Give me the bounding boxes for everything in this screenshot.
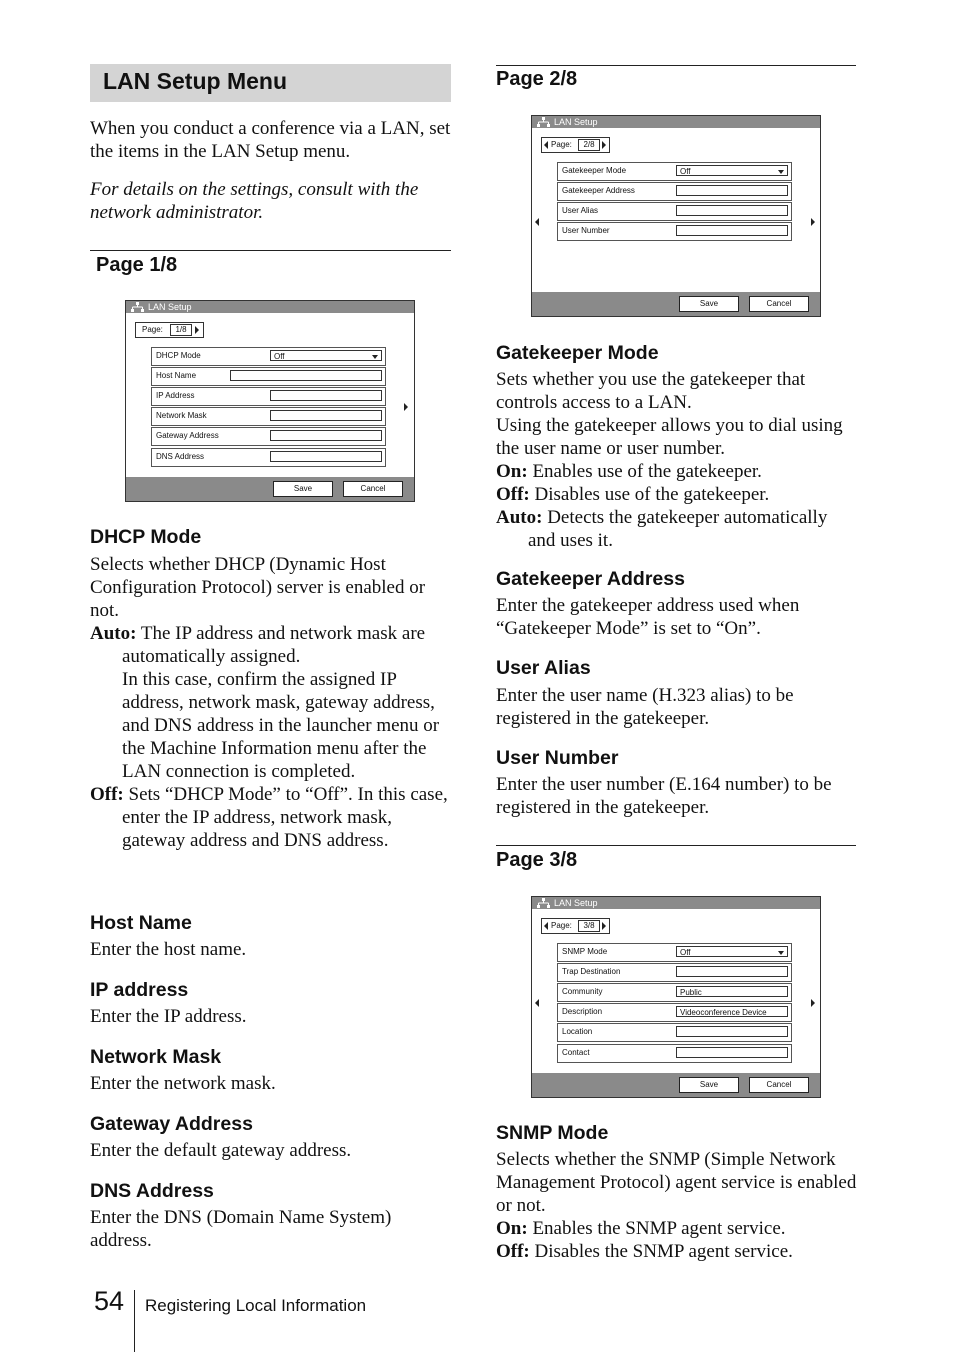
description-row[interactable] — [557, 1003, 792, 1022]
snmp-mode-row[interactable] — [557, 943, 792, 962]
network-mask-field[interactable] — [270, 410, 382, 421]
definition: Enables the SNMP agent service. — [532, 1218, 786, 1239]
divider — [496, 845, 856, 846]
community-row[interactable] — [557, 983, 792, 1002]
select-value: Off — [680, 948, 691, 957]
snmp-off-item — [496, 1240, 858, 1263]
network-icon — [537, 898, 550, 908]
row-label: Trap Destination — [562, 967, 621, 976]
dhcp-mode-row[interactable] — [151, 347, 386, 366]
gateway-address-row[interactable] — [151, 427, 386, 446]
user-number-row[interactable] — [557, 222, 792, 241]
gatekeeper-address-row[interactable] — [557, 182, 792, 201]
dhcp-mode-select[interactable] — [270, 350, 382, 361]
row-label: IP Address — [156, 391, 195, 400]
intro-text: When you conduct a conference via a LAN, set the items in the LAN Setup menu. — [90, 118, 451, 162]
next-page-arrow-icon[interactable] — [602, 141, 606, 149]
user-number-field[interactable] — [676, 225, 788, 236]
screen-header — [532, 116, 820, 128]
dns-address-field[interactable] — [270, 451, 382, 462]
user-number-heading: User Number — [496, 747, 619, 769]
prev-page-arrow-icon[interactable] — [535, 999, 539, 1007]
gatekeeper-mode-heading: Gatekeeper Mode — [496, 342, 659, 364]
term: On: — [496, 1218, 528, 1239]
gatekeeper-auto-item — [496, 506, 858, 529]
row-label: Location — [562, 1027, 593, 1036]
row-label: Description — [562, 1007, 603, 1016]
page-selector[interactable] — [541, 918, 610, 934]
section-title-box — [90, 64, 451, 102]
prev-page-arrow-icon[interactable] — [544, 141, 548, 149]
user-alias-field[interactable] — [676, 205, 788, 216]
snmp-mode-text: Selects whether the SNMP (Simple Network Management Protocol) agent service is enabled or not. — [496, 1149, 857, 1216]
footer-section-title: Registering Local Information — [145, 1296, 367, 1315]
cancel-button[interactable]: Cancel — [749, 296, 809, 312]
snmp-mode-select[interactable] — [676, 946, 788, 957]
select-value: Off — [680, 167, 691, 176]
screen-header-label: LAN Setup — [148, 302, 192, 312]
ip-address-row[interactable] — [151, 387, 386, 406]
contact-row[interactable] — [557, 1044, 792, 1063]
page2-heading: Page 2/8 — [496, 68, 578, 90]
prev-page-arrow-icon[interactable] — [535, 218, 539, 226]
row-label: SNMP Mode — [562, 947, 608, 956]
user-alias-row[interactable] — [557, 202, 792, 221]
term: Auto: — [496, 507, 543, 528]
network-mask-text: Enter the network mask. — [90, 1073, 276, 1094]
gateway-address-text: Enter the default gateway address. — [90, 1140, 352, 1161]
screen-footer — [126, 477, 414, 501]
row-label: Contact — [562, 1048, 590, 1057]
network-mask-row[interactable] — [151, 407, 386, 426]
chevron-down-icon — [778, 951, 784, 955]
dhcp-mode-text: Selects whether DHCP (Dynamic Host Configuration Protocol) server is enabled or not. — [90, 554, 426, 621]
save-button[interactable]: Save — [273, 481, 333, 497]
lan-setup-screen-page2 — [531, 115, 821, 317]
page-title: LAN Setup Menu — [103, 68, 287, 94]
gatekeeper-mode-text2: Using the gatekeeper allows you to dial using the user name or user number. — [496, 415, 843, 459]
dhcp-auto-note: In this case, confirm the assigned IP address, network mask, gateway address, and DNS address in the launcher menu or the Machine Information menu after the LAN connection is completed. — [122, 669, 440, 782]
user-number-text: Enter the user number (E.164 number) to be registered in the gatekeeper. — [496, 774, 832, 818]
screen-header-label: LAN Setup — [554, 898, 598, 908]
page-selector[interactable] — [541, 137, 610, 153]
cancel-button[interactable]: Cancel — [343, 481, 403, 497]
lan-setup-screen-page3 — [531, 896, 821, 1098]
dns-address-text: Enter the DNS (Domain Name System) address. — [90, 1207, 392, 1251]
screen-header-label: LAN Setup — [554, 117, 598, 127]
intro-note: For details on the settings, consult with the network administrator. — [90, 179, 419, 223]
page3-heading: Page 3/8 — [496, 849, 578, 871]
dhcp-auto-item — [90, 622, 452, 668]
term: Off: — [496, 484, 530, 505]
screen-footer — [532, 1073, 820, 1097]
gatekeeper-address-heading: Gatekeeper Address — [496, 568, 685, 590]
definition: The IP address and network mask are automatically assigned. — [122, 623, 426, 667]
gatekeeper-auto-item-cont: and uses it. — [528, 530, 613, 551]
trap-destination-row[interactable] — [557, 963, 792, 982]
divider — [90, 250, 451, 251]
host-name-text: Enter the host name. — [90, 939, 247, 960]
screen-footer — [532, 292, 820, 316]
row-label: Gatekeeper Address — [562, 186, 635, 195]
next-page-arrow-icon[interactable] — [602, 922, 606, 930]
network-icon — [537, 117, 550, 127]
save-button[interactable]: Save — [679, 1077, 739, 1093]
host-name-heading: Host Name — [90, 912, 192, 934]
gatekeeper-mode-select[interactable] — [676, 165, 788, 176]
ip-address-field[interactable] — [270, 390, 382, 401]
cancel-button[interactable]: Cancel — [749, 1077, 809, 1093]
next-page-arrow-icon[interactable] — [811, 218, 815, 226]
next-page-arrow-icon[interactable] — [404, 403, 408, 411]
description-field[interactable]: Videoconference Device — [676, 1006, 788, 1017]
snmp-on-item — [496, 1217, 858, 1240]
host-name-field[interactable] — [230, 370, 382, 381]
gatekeeper-off-item — [496, 483, 858, 506]
prev-page-arrow-icon[interactable] — [544, 922, 548, 930]
dhcp-mode-heading: DHCP Mode — [90, 526, 202, 548]
ip-address-text: Enter the IP address. — [90, 1006, 247, 1027]
definition: Disables the SNMP agent service. — [534, 1241, 793, 1262]
next-page-arrow-icon[interactable] — [195, 326, 199, 334]
gatekeeper-on-item — [496, 460, 858, 483]
trap-destination-field[interactable] — [676, 966, 788, 977]
snmp-mode-heading: SNMP Mode — [496, 1122, 609, 1144]
definition: Disables use of the gatekeeper. — [534, 484, 770, 505]
network-mask-heading: Network Mask — [90, 1046, 222, 1068]
divider — [496, 65, 856, 66]
location-row[interactable] — [557, 1023, 792, 1042]
user-alias-heading: User Alias — [496, 657, 591, 679]
gateway-address-heading: Gateway Address — [90, 1113, 253, 1135]
chevron-down-icon — [778, 170, 784, 174]
gateway-address-field[interactable] — [270, 430, 382, 441]
dns-address-heading: DNS Address — [90, 1180, 214, 1202]
location-field[interactable] — [676, 1026, 788, 1037]
select-value: Off — [274, 352, 285, 361]
row-label: Gateway Address — [156, 431, 219, 440]
term: On: — [496, 461, 528, 482]
page-selector[interactable] — [135, 322, 204, 338]
term: Off: — [90, 784, 124, 805]
footer-divider — [134, 1290, 135, 1352]
row-label: Host Name — [156, 371, 197, 380]
community-field[interactable]: Public — [676, 986, 788, 997]
row-label: DNS Address — [156, 452, 205, 461]
dhcp-off-item — [90, 783, 452, 852]
network-icon — [131, 302, 144, 312]
lan-setup-screen-page1 — [125, 300, 415, 502]
row-label: User Number — [562, 226, 610, 235]
row-label: User Alias — [562, 206, 599, 215]
host-name-row[interactable] — [151, 367, 386, 386]
gatekeeper-address-text: Enter the gatekeeper address used when “Gatekeeper Mode” is set to “On”. — [496, 595, 800, 639]
page1-heading: Page 1/8 — [96, 254, 178, 276]
row-label: Community — [562, 987, 603, 996]
page-selector-value: 2/8 — [578, 139, 600, 151]
next-page-arrow-icon[interactable] — [811, 999, 815, 1007]
row-label: Network Mask — [156, 411, 207, 420]
term: Auto: — [90, 623, 137, 644]
page-selector-value: 1/8 — [170, 324, 192, 336]
contact-field[interactable] — [676, 1047, 788, 1058]
screen-header — [532, 897, 820, 909]
ip-address-heading: IP address — [90, 979, 189, 1001]
page-selector-label: Page: — [551, 921, 572, 930]
gatekeeper-mode-row[interactable] — [557, 162, 792, 181]
definition: Enables use of the gatekeeper. — [532, 461, 762, 482]
row-label: DHCP Mode — [156, 351, 201, 360]
page-selector-value: 3/8 — [578, 920, 600, 932]
page-selector-label: Page: — [142, 325, 163, 334]
screen-header — [126, 301, 414, 313]
page-number: 54 — [94, 1286, 125, 1316]
page-selector-label: Page: — [551, 140, 572, 149]
row-label: Gatekeeper Mode — [562, 166, 627, 175]
chevron-down-icon — [372, 355, 378, 359]
user-alias-text: Enter the user name (H.323 alias) to be registered in the gatekeeper. — [496, 685, 794, 729]
definition: Detects the gatekeeper automatically — [547, 507, 828, 528]
gatekeeper-address-field[interactable] — [676, 185, 788, 196]
definition: Sets “DHCP Mode” to “Off”. In this case, enter the IP address, network mask, gateway address and DNS address. — [122, 784, 448, 851]
term: Off: — [496, 1241, 530, 1262]
gatekeeper-mode-text: Sets whether you use the gatekeeper that controls access to a LAN. — [496, 369, 806, 413]
save-button[interactable]: Save — [679, 296, 739, 312]
dns-address-row[interactable] — [151, 448, 386, 467]
